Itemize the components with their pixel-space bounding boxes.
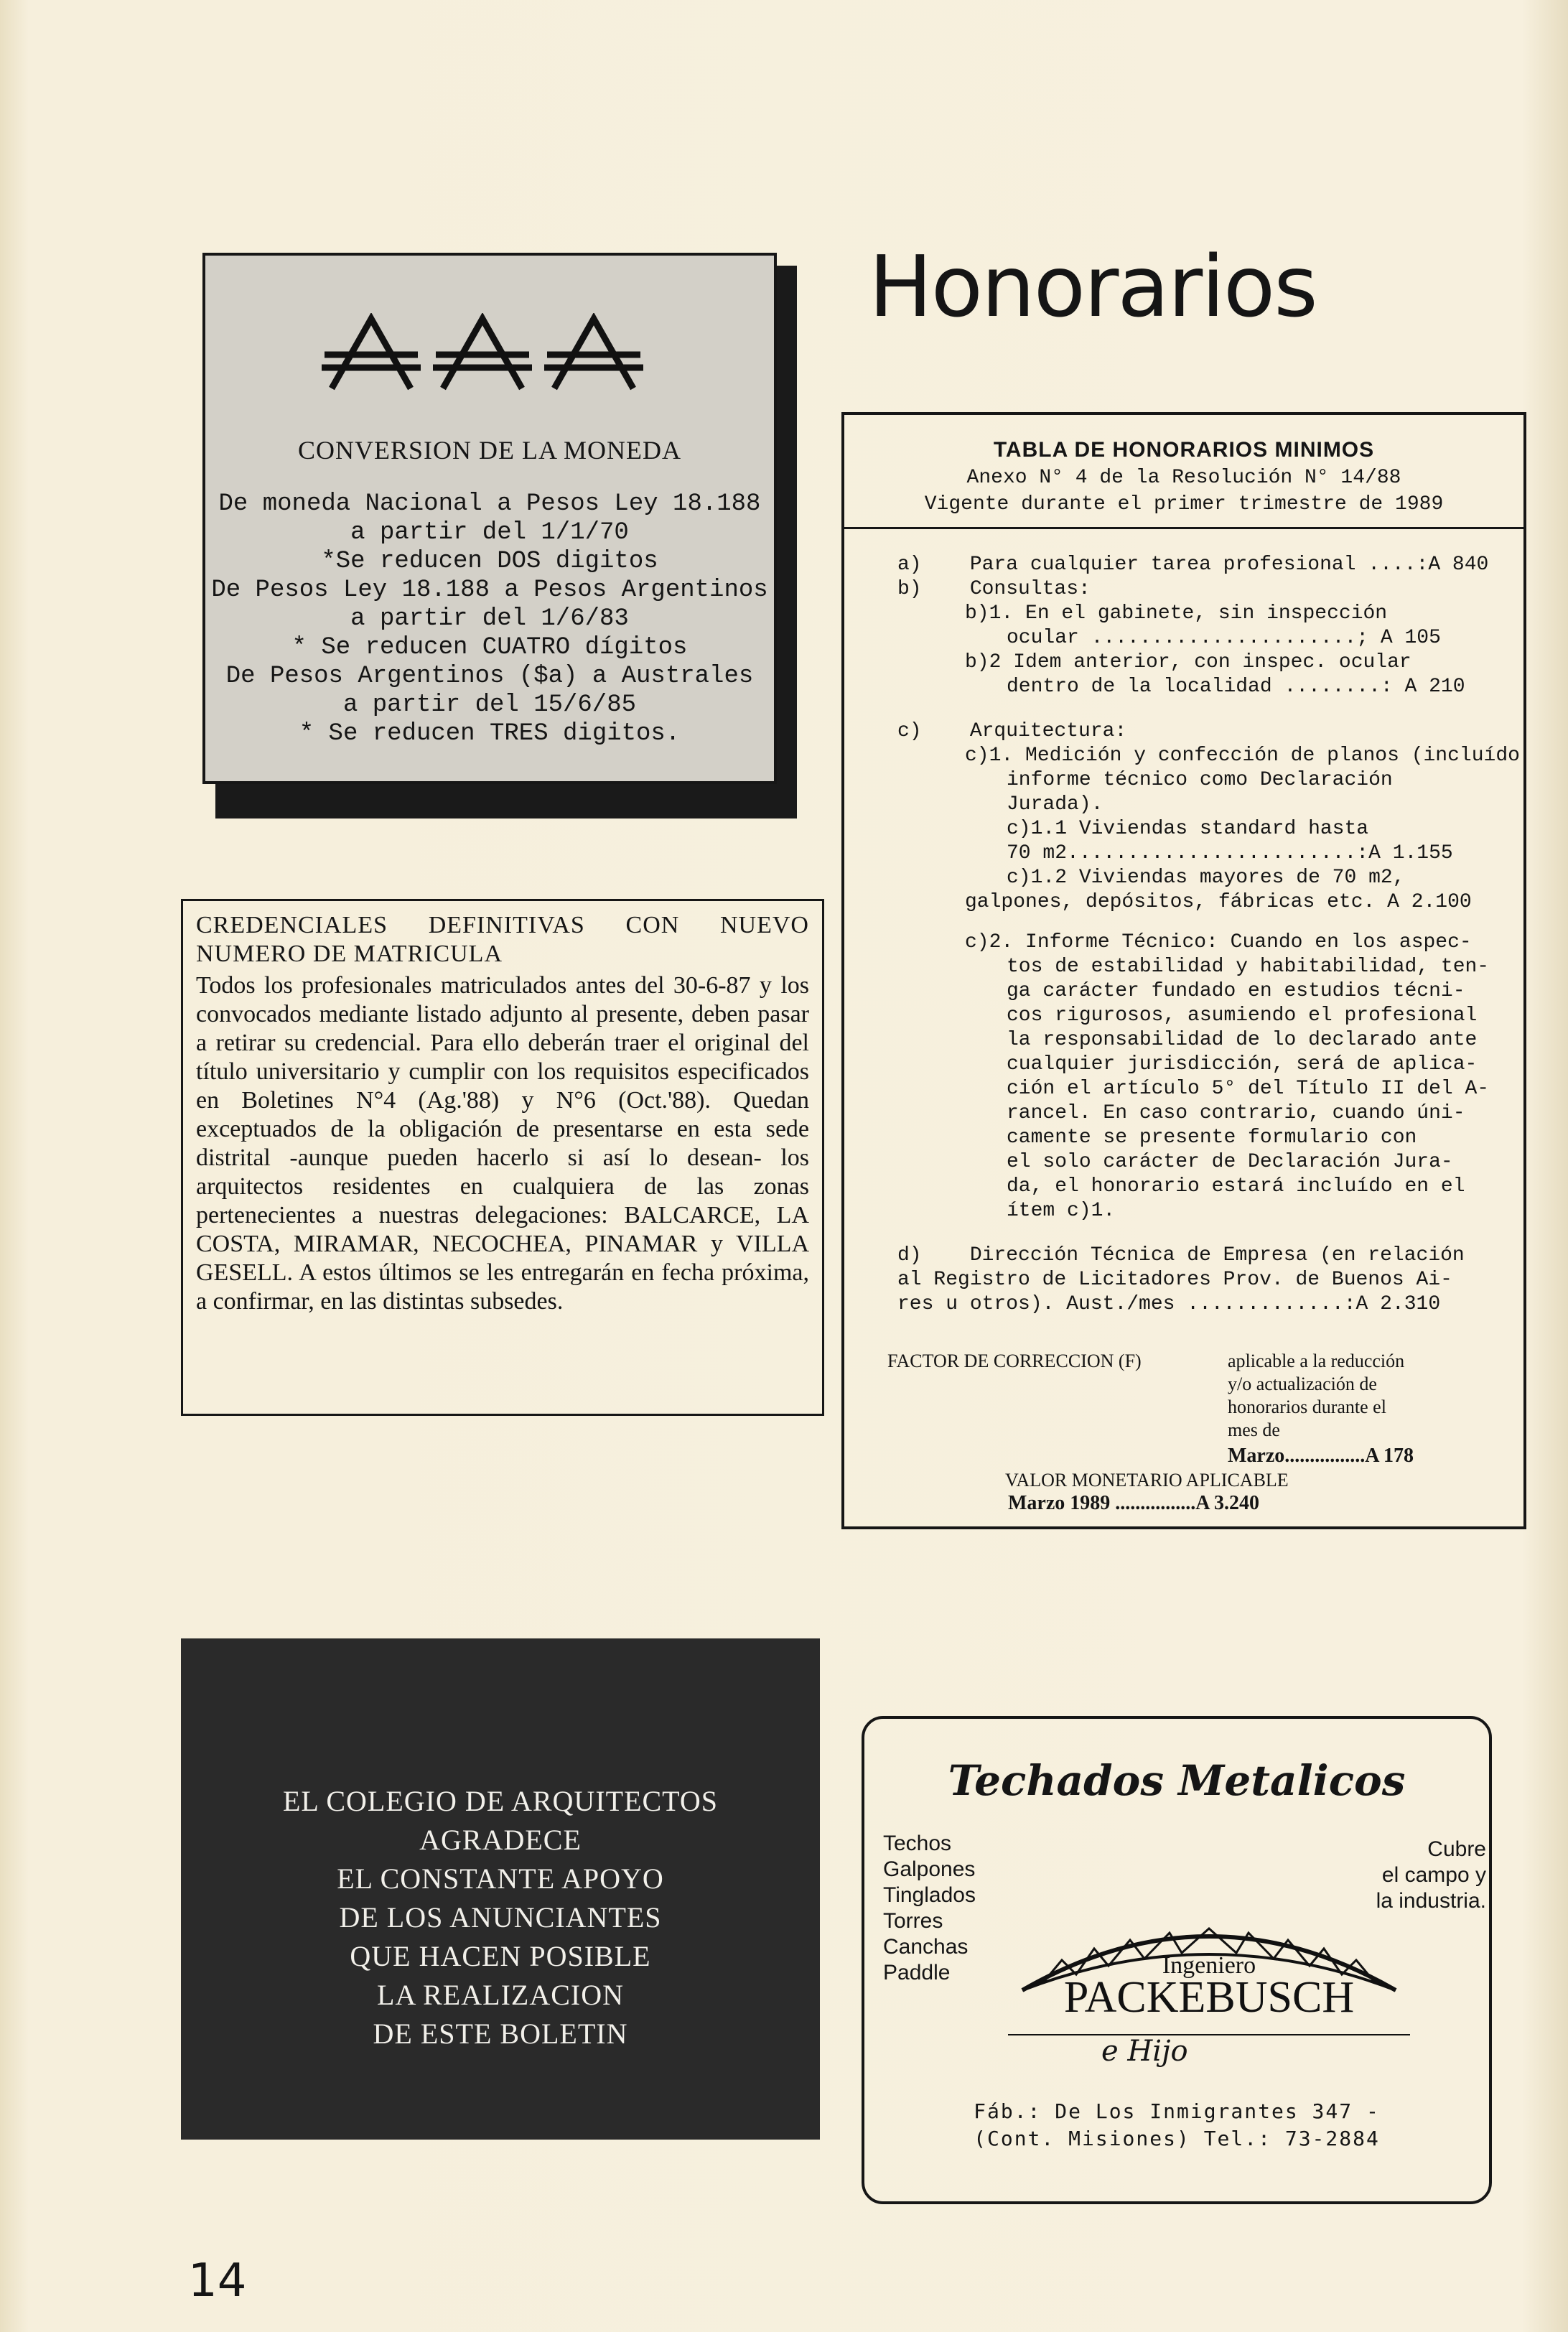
conversion-line: * Se reducen TRES digitos. xyxy=(299,720,681,747)
thanks-line: EL CONSTANTE APOYO xyxy=(337,1862,664,1895)
factor-desc-line: y/o actualización de xyxy=(1228,1373,1377,1394)
fee-line: rancel. En caso contrario, cuando úni- xyxy=(1007,1102,1465,1124)
ad-title: Techados Metalicos xyxy=(948,1756,1406,1805)
fees-table-validity: Vigente durante el primer trimestre de 1989 xyxy=(924,493,1444,516)
thanks-text xyxy=(181,1782,820,2053)
ad-service-item: Torres xyxy=(883,1909,943,1933)
fee-line: c)1. Medición y confección de planos (incluído xyxy=(965,745,1520,767)
austral-symbols-icon xyxy=(317,313,662,392)
ad-address-line: Fáb.: De Los Inmigrantes 347 - xyxy=(974,2099,1380,2123)
monetary-value: Marzo 1989 ................A 3.240 xyxy=(1008,1492,1259,1514)
ad-address-line: (Cont. Misiones) Tel.: 73-2884 xyxy=(974,2127,1380,2150)
fee-line: informe técnico como Declaración xyxy=(1007,769,1393,791)
ad-slogan-line: la industria. xyxy=(1376,1889,1486,1913)
fee-line: galpones, depósitos, fábricas etc. A 2.100 xyxy=(965,891,1472,913)
fee-line: el solo carácter de Declaración Jura- xyxy=(1007,1151,1453,1173)
thanks-box xyxy=(181,1638,820,2140)
correction-factor-desc xyxy=(1228,1350,1480,1442)
fee-line: res u otros). Aust./mes .............:A 2.310 xyxy=(897,1293,1441,1315)
fee-line: b)2 Idem anterior, con inspec. ocular xyxy=(965,651,1411,673)
fee-line: b)1. En el gabinete, sin inspección xyxy=(965,602,1388,625)
fee-line: b) Consultas: xyxy=(897,578,1091,600)
fee-line: c)1.1 Viviendas standard hasta xyxy=(1007,818,1369,840)
ad-address xyxy=(864,2098,1489,2153)
fee-line: tos de estabilidad y habitabilidad, ten- xyxy=(1007,956,1490,978)
fee-line: c)2. Informe Técnico: Cuando en los aspec- xyxy=(965,931,1472,953)
fees-table-title: TABLA DE HONORARIOS MINIMOS xyxy=(993,438,1375,462)
credentials-notice-box xyxy=(181,899,824,1416)
ad-service-item: Techos xyxy=(883,1832,952,1855)
advertisement-box xyxy=(862,1716,1492,2204)
factor-desc-line: aplicable a la reducción xyxy=(1228,1351,1405,1371)
correction-factor-value: Marzo................A 178 xyxy=(1228,1445,1414,1467)
fee-line: ga carácter fundado en estudios técni- xyxy=(1007,980,1465,1002)
ad-services-list xyxy=(883,1831,976,1986)
conversion-line: a partir del 1/6/83 xyxy=(350,605,629,633)
thanks-line: DE ESTE BOLETIN xyxy=(373,2018,628,2050)
monetary-value-label: VALOR MONETARIO APLICABLE xyxy=(1005,1470,1289,1491)
conversion-title: CONVERSION DE LA MONEDA xyxy=(298,436,681,465)
fee-line: a) Para cualquier tarea profesional ....:A 840 xyxy=(897,554,1489,576)
credentials-body: Todos los profesionales matriculados antes del 30-6-87 y los convocados mediante listado adjunto al presente, deben pasar a retirar su credencial. Para ello deberán traer el original del título universitario y cumplir con los requisitos especificados en Boletines N°4 (Ag.'88) y N°6 (Oct.'88). Quedan exceptuados de la obligación de presentarse en esta sede distrital -aunque pueden hacerlo si así lo desean- los arquitectos residentes en cualquiera de las zonas pertenecientes a nuestras delegaciones: BALCARCE, LA COSTA, MIRAMAR, NECOCHEA, PINAMAR y VILLA GESELL. A estos últimos se les entregarán en fecha próxima, a confirmar, en las distintas subsedes. xyxy=(196,972,809,1315)
conversion-line: De Pesos Argentinos ($a) a Australes xyxy=(225,663,754,690)
fees-table-header xyxy=(844,415,1523,529)
fee-line: c) Arquitectura: xyxy=(897,720,1127,742)
fee-line: Jurada). xyxy=(1007,793,1103,816)
conversion-line: De moneda Nacional a Pesos Ley 18.188 xyxy=(218,490,761,518)
factor-desc-line: honorarios durante el xyxy=(1228,1396,1386,1417)
conversion-line: *Se reducen DOS digitos xyxy=(321,548,658,575)
thanks-line: DE LOS ANUNCIANTES xyxy=(339,1901,662,1934)
fees-table-annex: Anexo N° 4 de la Resolución N° 14/88 xyxy=(966,467,1401,489)
fee-line: d) Dirección Técnica de Empresa (en relación xyxy=(897,1244,1465,1267)
fee-line: ítem c)1. xyxy=(1007,1200,1116,1222)
brand-text: PACKEBUSCH xyxy=(1063,1973,1355,2022)
factor-desc-line: mes de xyxy=(1228,1419,1280,1440)
conversion-line: * Se reducen CUATRO dígitos xyxy=(291,634,688,661)
page-title: Honorarios xyxy=(869,237,1317,336)
ad-service-item: Galpones xyxy=(883,1857,976,1881)
ad-service-item: Tinglados xyxy=(883,1883,976,1907)
fee-line: cos rigurosos, asumiendo el profesional xyxy=(1007,1004,1478,1027)
thanks-line: EL COLEGIO DE ARQUITECTOS xyxy=(282,1785,719,1817)
fee-line: cualquier jurisdicción, será de aplica- xyxy=(1007,1053,1478,1076)
fee-line: la responsabilidad de lo declarado ante xyxy=(1007,1029,1478,1051)
fee-line: ocular ......................; A 105 xyxy=(1007,627,1441,649)
brand-small-text: Ingeniero xyxy=(1162,1952,1256,1979)
austral-logo xyxy=(205,313,774,396)
packebusch-logo xyxy=(994,1897,1424,2040)
currency-conversion-box xyxy=(202,253,777,784)
fee-line: ción el artículo 5° del Título II del A- xyxy=(1007,1078,1490,1100)
correction-factor-label: FACTOR DE CORRECCION (F) xyxy=(887,1351,1142,1371)
conversion-line: a partir del 15/6/85 xyxy=(342,691,637,719)
brand-signature: e Hijo xyxy=(1101,2035,1188,2068)
fee-line: al Registro de Licitadores Prov. de Buenos Ai- xyxy=(897,1269,1452,1291)
fee-line: da, el honorario estará incluído en el xyxy=(1007,1175,1465,1198)
thanks-line: AGRADECE xyxy=(419,1824,582,1856)
fee-line: camente se presente formulario con xyxy=(1007,1127,1417,1149)
ad-service-item: Canchas xyxy=(883,1935,969,1959)
credentials-title: CREDENCIALES DEFINITIVAS CON NUEVO NUMERO DE MATRICULA xyxy=(196,912,809,967)
conversion-line: a partir del 1/1/70 xyxy=(350,519,629,546)
fee-line: dentro de la localidad ........: A 210 xyxy=(1007,676,1465,698)
ad-service-item: Paddle xyxy=(883,1961,951,1984)
thanks-line: LA REALIZACION xyxy=(377,1979,624,2011)
ad-slogan-line: el campo y xyxy=(1381,1863,1486,1887)
fee-line: 70 m2........................:A 1.155 xyxy=(1007,842,1453,864)
ad-slogan-line: Cubre xyxy=(1427,1837,1486,1861)
conversion-line: De Pesos Ley 18.188 a Pesos Argentinos xyxy=(211,577,768,604)
fee-line: c)1.2 Viviendas mayores de 70 m2, xyxy=(1007,867,1405,889)
thanks-line: QUE HACEN POSIBLE xyxy=(350,1940,651,1972)
page-number: 14 xyxy=(188,2254,247,2308)
